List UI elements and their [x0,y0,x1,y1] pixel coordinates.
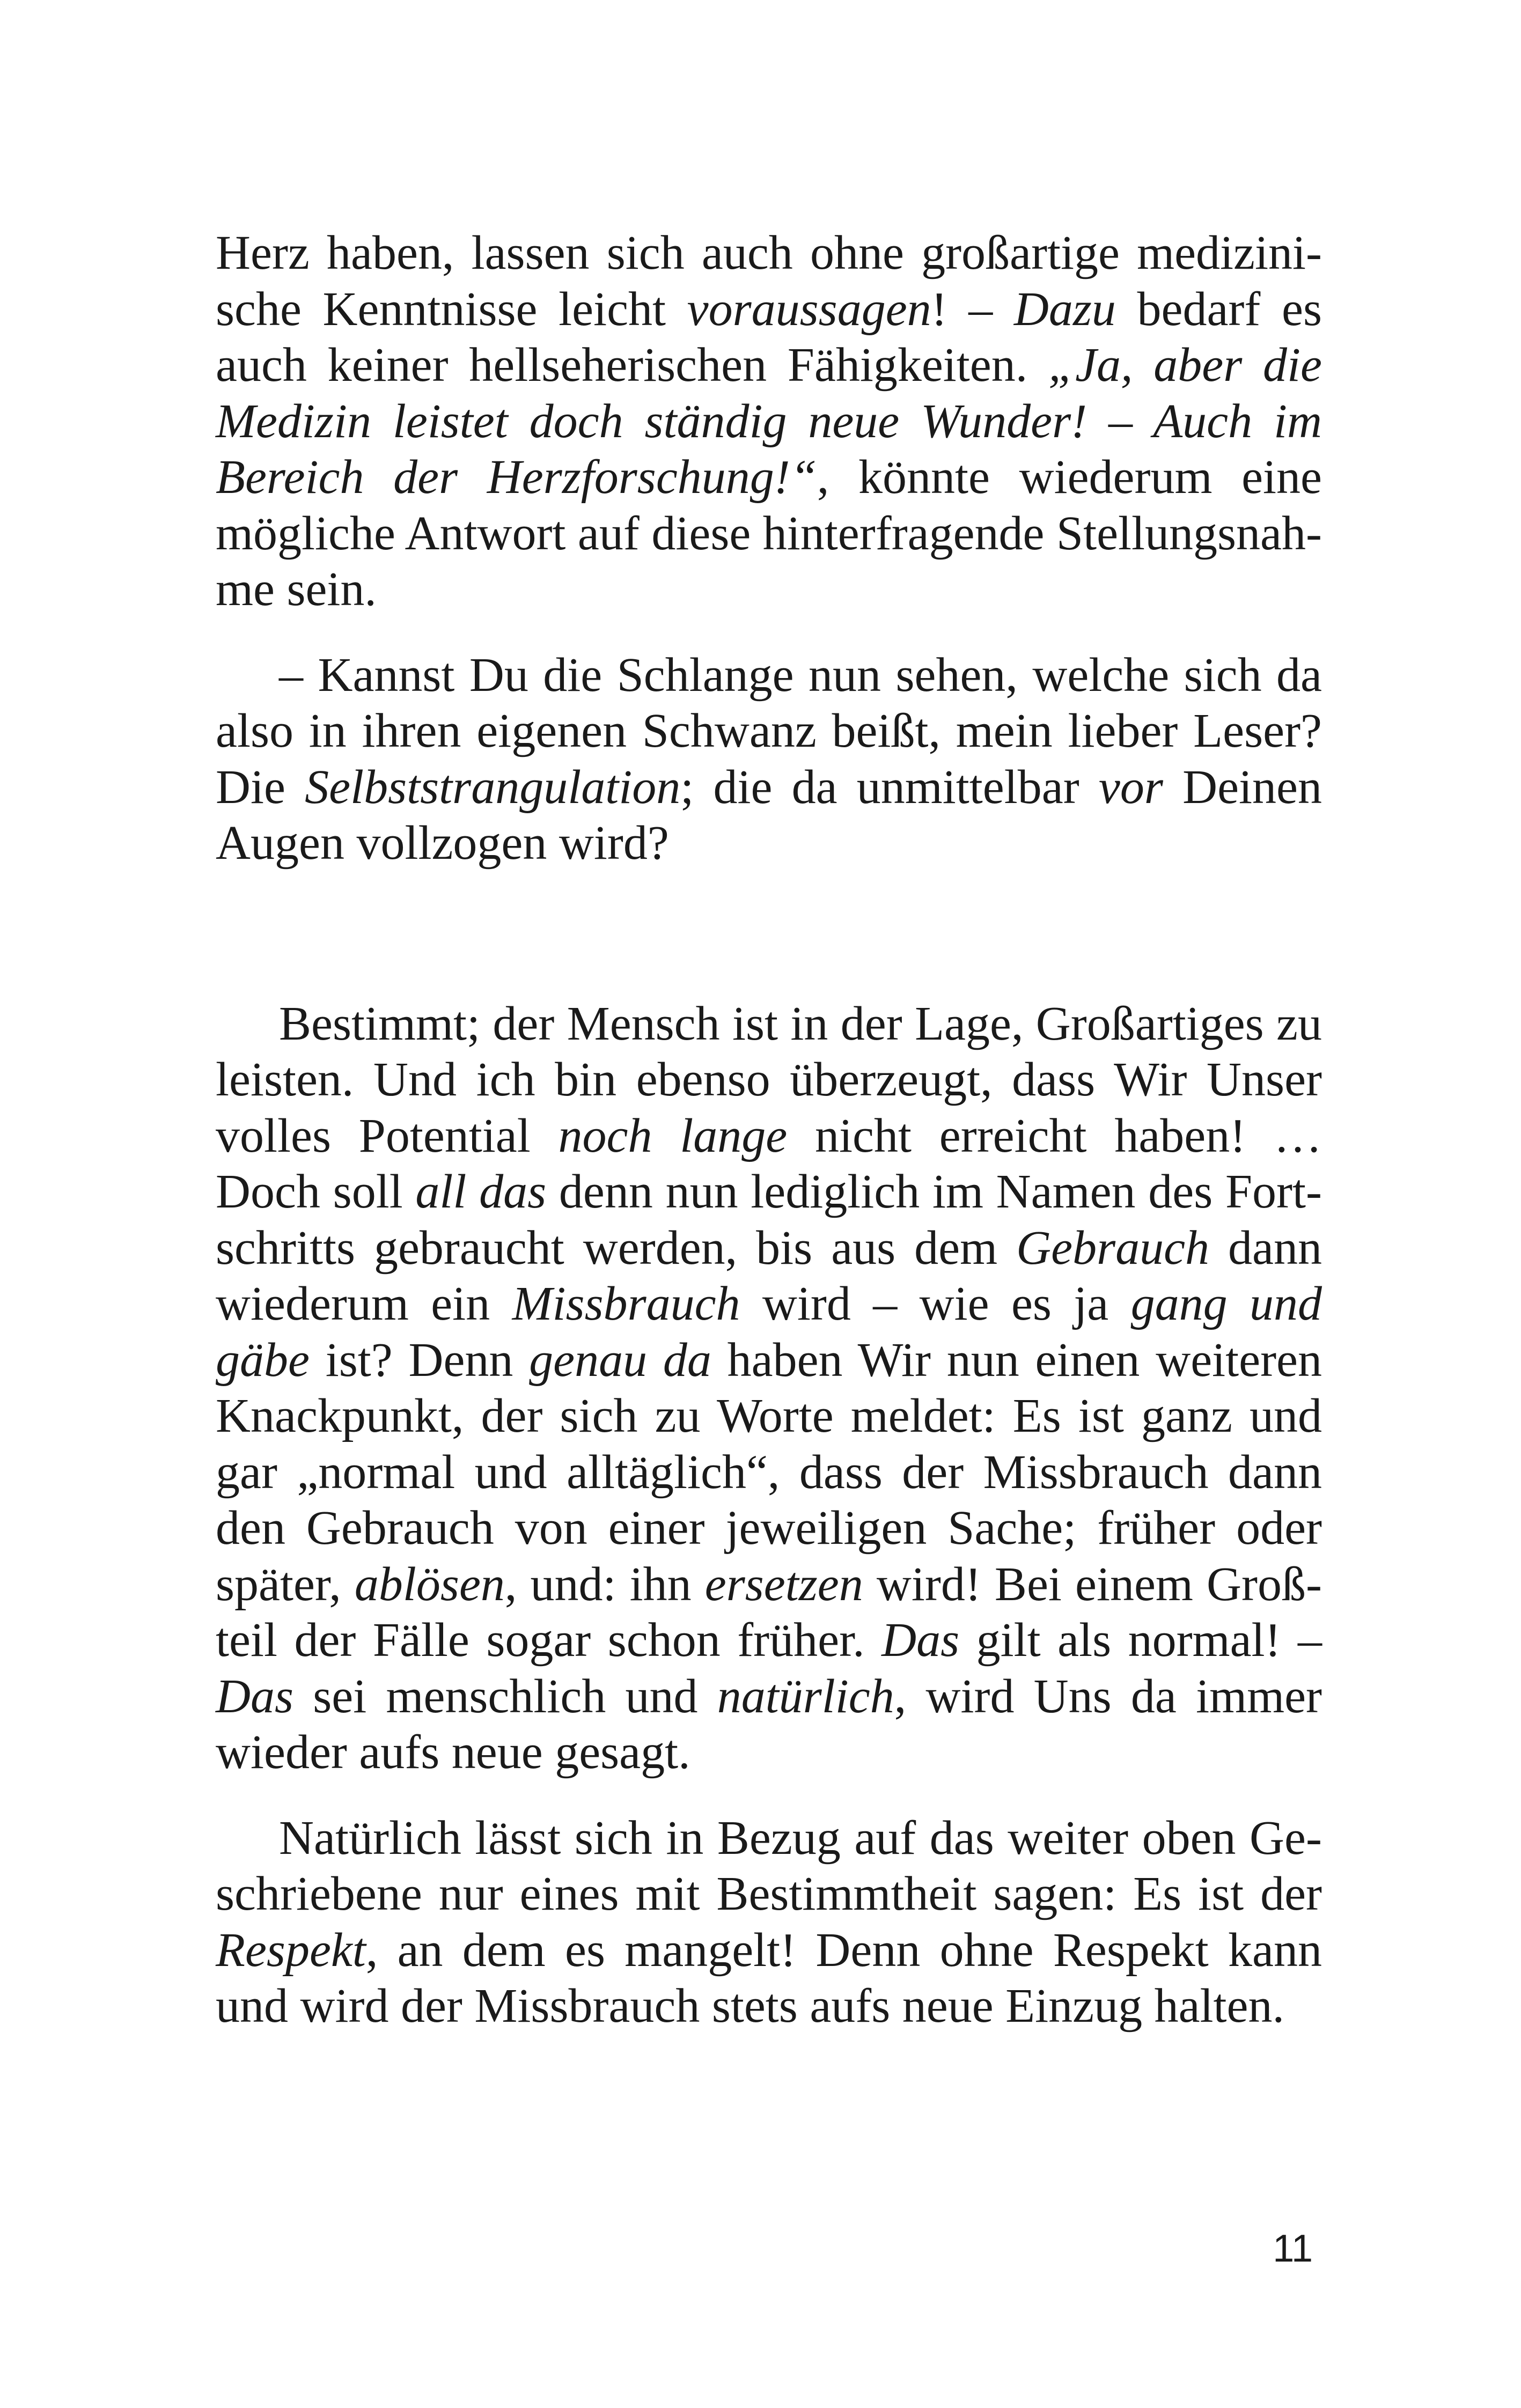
body-text: haben Wir nun einen weiteren Knackpunkt, der sich zu Worte meldet: Es ist ganz und gar „normal und alltäglich“, dass der Missbrauch dann den Gebrauch von einer jeweiligen Sache; früher oder später, [216,1333,1322,1611]
body-text: , könnte wiederum eine mögliche Antwort auf diese hinterfragende Stellungsnahme sein. [216,451,1322,616]
emphasis-text: natürlich [717,1669,894,1723]
emphasis-text: „Ja, aber die Medizin leistet doch ständig neue Wunder! – Auch im Bereich der Herzforschung!“ [216,338,1322,504]
body-text: dann wiederum ein [216,1221,1322,1330]
emphasis-text: Gebrauch [1016,1221,1210,1275]
body-text: wird – wie es ja [740,1277,1131,1330]
emphasis-text: noch lange [558,1109,788,1162]
body-text: Herz haben, lassen sich auch ohne großartige medizinische Kenntnisse leicht [216,226,1322,336]
body-text: , und: ihn [504,1557,705,1611]
body-text: denn nun lediglich im Namen des Fortschritts gebraucht werden, bis aus dem [216,1165,1322,1275]
emphasis-text: Respekt [216,1923,366,1977]
body-text: , wird Uns da immer wieder aufs neue gesagt. [216,1669,1322,1779]
body-text: Bestimmt; der Mensch ist in der Lage, Großartiges zu leisten. Und ich bin ebenso überzeugt, dass Wir Unser volles Potential [216,997,1322,1162]
emphasis-text: vor [1098,760,1163,814]
paragraph [216,647,1322,872]
emphasis-text: Dazu [1013,282,1116,336]
emphasis-text: gang und gäbe [216,1277,1322,1387]
emphasis-text: voraussagen [687,282,931,336]
body-text: wird! Bei einem Großteil der Fälle sogar schon früher. [216,1557,1322,1667]
paragraph [216,225,1322,618]
page-number: 11 [1273,2227,1313,2270]
emphasis-text: all das [415,1165,547,1218]
paragraph [216,1810,1322,2035]
emphasis-text: Missbrauch [512,1277,740,1330]
emphasis-text: Das [216,1669,294,1723]
body-text: ; die da unmittelbar [680,760,1099,814]
body-text: gilt als normal! – [959,1614,1322,1667]
emphasis-text: genau da [529,1333,711,1387]
paragraph [216,996,1322,1781]
body-text: nicht erreicht haben! … Doch soll [216,1109,1322,1218]
emphasis-text: Selbststrangulation [305,760,681,814]
body-text: ist? Denn [309,1333,530,1387]
body-text: bedarf es auch keiner hellseherischen Fähigkeiten. [216,282,1322,392]
emphasis-text: Das [881,1614,960,1667]
emphasis-text: ersetzen [704,1557,863,1611]
body-text: – Kannst Du die Schlange nun sehen, welche sich da also in ihren eigenen Schwanz beißt, mein lieber Leser? Die [216,648,1322,814]
body-text: Deinen Augen vollzogen wird? [216,760,1322,870]
body-text: sei menschlich und [293,1669,717,1723]
emphasis-text: ablösen [354,1557,505,1611]
body-text: , an dem es mangelt! Denn ohne Respekt kann und wird der Missbrauch stets aufs neue Einzug halten. [216,1923,1322,2033]
body-text: Natürlich lässt sich in Bezug auf das weiter oben Geschriebene nur eines mit Bestimmtheit sagen: Es ist der [216,1811,1322,1920]
page-body [216,225,1322,2035]
body-text: ! – [931,282,1014,336]
